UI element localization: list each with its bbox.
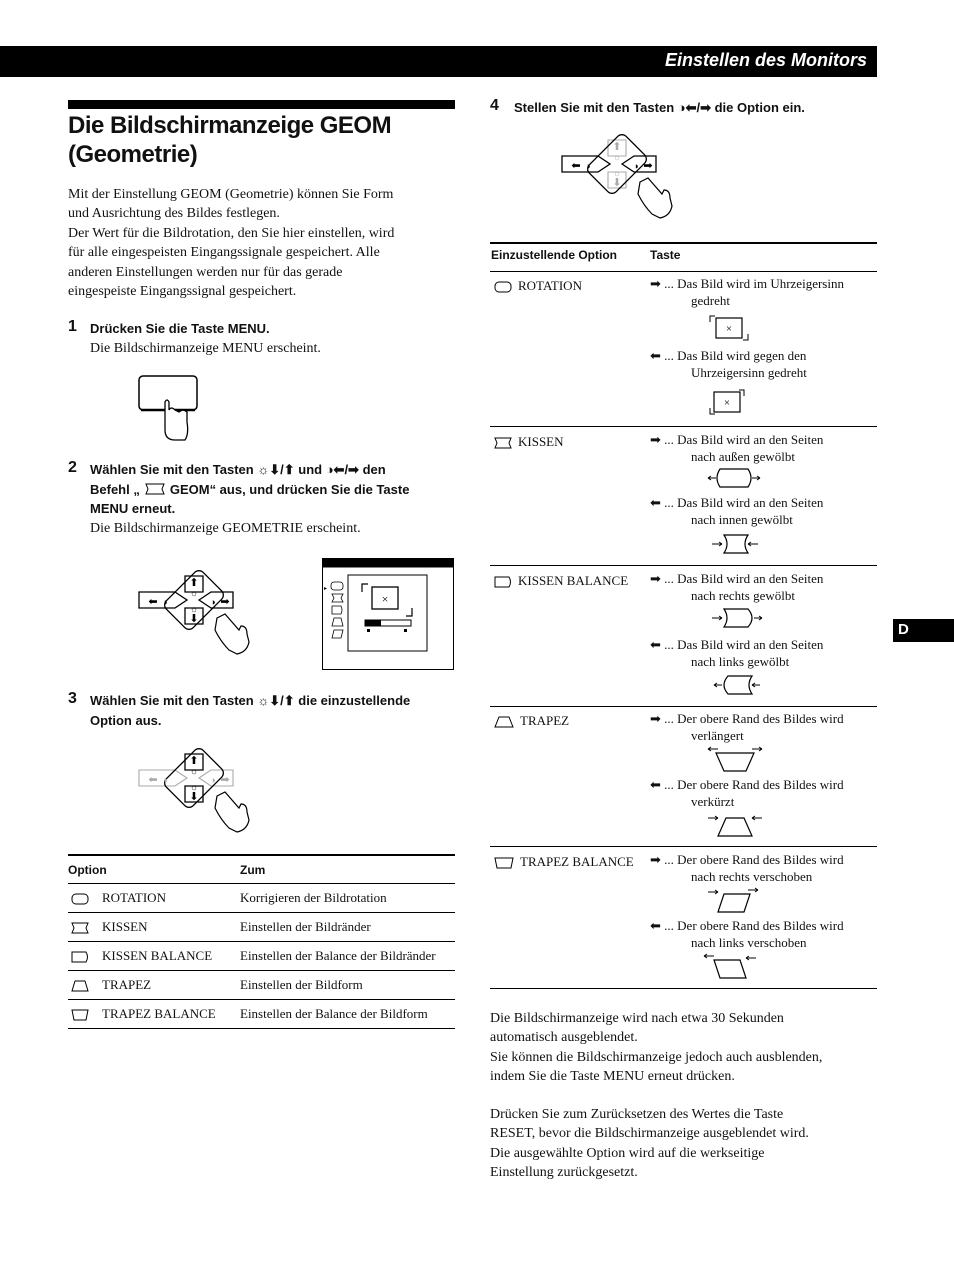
option-table [68,854,455,1029]
contrast-icon: ◑ [210,775,216,785]
adjust-desc: ⬅ ... Der obere Rand des Bildes wird verkürzt [650,777,844,809]
right-arrow-icon: ➡ [220,596,230,608]
table-row: TRAPEZ Einstellen der Bildform [68,971,455,1000]
pincushion-icon [494,437,512,449]
adjust-desc: ➡ ... Der obere Rand des Bildes wird verlängert [650,711,844,743]
trapezoid-icon [494,716,514,728]
closing-paragraph-1: Die Bildschirmanzeige wird nach etwa 30 Sekunden automatisch ausgeblendet. Sie können die Bildschirmanzeige jedoch auch ausblenden, indem Sie die Taste MENU erneut drücken. [490,1011,823,1085]
row-divider [490,988,877,989]
left-arrow-icon: ⬅ [148,596,158,608]
down-arrow-icon: ⬇ [612,177,622,189]
pin-balance-right-diagram [710,606,766,630]
step-1 [90,319,460,358]
column-header: Option [68,855,240,884]
adjust-row-trapez-balance: TRAPEZ BALANCE [494,854,634,871]
step-number: 1 [68,318,77,335]
pincushion-icon [70,921,90,935]
step-2: Wählen Sie mit den Tasten ☼⬇/⬆ und ◑⬅/➡ den Befehl „ GEOM“ aus, und drücken Sie die Taste MENU erneut. Die Bildschirmanzeige GEOMETRIE erscheint. [90,460,460,538]
selection-cursor: ▸ [324,586,328,592]
intro-line: anderen Einstellungen werden nur für das gerade [68,264,343,280]
svg-text:×: × [725,323,733,335]
up-arrow-icon: ⬆ [612,141,622,153]
left-arrow-icon: ⬅ [650,777,661,792]
header-bar [0,46,877,77]
intro-text [68,185,458,301]
closing-paragraph-2: Drücken Sie zum Zurücksetzen des Wertes die Taste RESET, bevor die Bildschirmanzeige ausgeblendet wird. Die ausgewählte Option wird auf die werkseitige Einstellung zurückgesetzt. [490,1107,809,1181]
adjust-row-kissen-balance: KISSEN BALANCE [494,573,628,590]
brightness-icon: ☼ [612,152,622,162]
contrast-icon: ◑ [210,597,216,607]
brightness-icon: ☼ [189,782,199,792]
left-arrow-icon: ⬅ [650,348,661,363]
rotation-icon [494,281,512,293]
adjust-desc: ⬅ ... Das Bild wird gegen den Uhrzeigersinn gedreht [650,348,807,380]
trapezoid-icon [70,979,90,993]
row-divider [490,426,877,427]
geometry-menu-screen [322,558,454,670]
step-number: 2 [68,459,77,476]
intro-line: Mit der Einstellung GEOM (Geometrie) können Sie Form [68,187,394,202]
pincushion-out-diagram [706,466,766,490]
menu-button-illustration [135,372,205,444]
trapezoid-balance-icon [70,1008,90,1022]
trapezoid-balance-right-diagram [706,886,766,914]
down-arrow-icon: ⬇ [189,613,199,625]
rotation-icon [70,892,90,906]
brightness-icon: ☼ [612,168,622,178]
rotate-counterclockwise-diagram [704,388,752,418]
intro-line: und Ausrichtung des Bildes festlegen. [68,206,280,222]
right-arrow-icon: ➡ [650,571,661,586]
column-header: Taste [650,248,681,262]
step-subtext: Die Bildschirmanzeige MENU erscheint. [90,340,321,356]
right-arrow-icon: ➡ [650,852,661,867]
up-arrow-icon: ⬆ [189,577,199,589]
contrast-icon: ◑ [162,775,168,785]
right-arrow-icon: ➡ [650,711,661,726]
column-header: Einzustellende Option [491,248,618,262]
control-pad-illustration [135,570,255,655]
step-subtext: Die Bildschirmanzeige GEOMETRIE erscheint. [90,520,361,536]
step-heading: Drücken Sie die Taste MENU. [90,321,270,336]
brightness-icon: ☼ [189,588,199,598]
table-row: ROTATION Korrigieren der Bildrotation [68,884,455,913]
trapezoid-narrow-diagram [706,812,766,840]
adjust-row-trapez: TRAPEZ [494,713,569,730]
page-title: Die Bildschirmanzeige GEOM (Geometrie) [68,112,392,168]
right-arrow-icon: ➡ [220,774,230,786]
adjust-table-header [490,242,877,272]
left-arrow-icon: ⬅ [148,774,158,786]
left-arrow-icon: ⬅ [571,160,581,172]
geom-icon [144,482,166,496]
adjust-desc: ➡ ... Das Bild wird an den Seiten nach rechts gewölbt [650,571,824,603]
pointing-hand-icon [215,614,249,654]
adjust-desc: ⬅ ... Der obere Rand des Bildes wird nach links verschoben [650,918,844,950]
row-divider [490,706,877,707]
contrast-keys-glyph: ◑⬅/➡ [325,462,359,477]
intro-line: für alle eingespeisten Eingangssignale gespeichert. Alle [68,245,380,261]
language-tab-label: D [898,621,909,638]
adjust-desc: ⬅ ... Das Bild wird an den Seiten nach links gewölbt [650,637,824,669]
pin-balance-left-diagram [710,673,766,697]
adjust-row-rotation: ROTATION [494,278,582,295]
svg-text:×: × [723,397,731,409]
control-pad-illustration [135,748,255,833]
pointing-hand-icon [638,178,672,218]
rotate-clockwise-diagram [706,314,754,344]
step-3: Wählen Sie mit den Tasten ☼⬇/⬆ die einzustellende Option aus. [90,693,411,728]
adjust-desc: ➡ ... Das Bild wird an den Seiten nach außen gewölbt [650,432,824,464]
step-4: Stellen Sie mit den Tasten ◑⬅/➡ die Option ein. [514,100,805,115]
center-mark: × [381,592,389,606]
trapezoid-balance-icon [494,857,514,869]
adjust-desc: ➡ ... Das Bild wird im Uhrzeigersinn gedreht [650,276,844,308]
contrast-icon: ◑ [585,161,591,171]
trapezoid-balance-left-diagram [700,952,760,980]
step-number: 4 [490,97,499,114]
right-arrow-icon: ➡ [643,160,653,172]
adjust-desc: ⬅ ... Das Bild wird an den Seiten nach innen gewölbt [650,495,824,527]
intro-line: Der Wert für die Bildrotation, den Sie hier einstellen, wird [68,225,395,241]
left-arrow-icon: ⬅ [650,495,661,510]
contrast-keys-glyph: ◑⬅/➡ [677,100,711,115]
step-number: 3 [68,690,77,707]
brightness-icon: ☼ [189,604,199,614]
right-arrow-icon: ➡ [650,432,661,447]
row-divider [490,565,877,566]
row-divider [490,846,877,847]
adjust-row-kissen: KISSEN [494,434,564,451]
pin-balance-icon [70,950,90,964]
contrast-icon: ◑ [162,597,168,607]
pointing-hand-icon [215,792,249,832]
section-title: Einstellen des Monitors [664,50,867,70]
adjust-desc: ➡ ... Der obere Rand des Bildes wird nach rechts verschoben [650,852,844,884]
pincushion-in-diagram [710,532,766,556]
down-arrow-icon: ⬇ [189,791,199,803]
left-arrow-icon: ⬅ [650,637,661,652]
contrast-icon: ◑ [633,161,639,171]
brightness-keys-glyph: ☼⬇/⬆ [257,462,295,477]
trapezoid-widen-diagram [706,745,766,773]
language-tab [893,619,954,642]
left-arrow-icon: ⬅ [650,918,661,933]
table-row: KISSEN BALANCE Einstellen der Balance der Bildränder [68,942,455,971]
brightness-keys-glyph: ☼⬇/⬆ [257,693,295,708]
intro-line: eingespeiste Eingangssignal gespeichert. [68,284,297,300]
up-arrow-icon: ⬆ [189,755,199,767]
pin-balance-icon [494,576,512,588]
control-pad-illustration [558,134,678,219]
right-arrow-icon: ➡ [650,276,661,291]
table-row: KISSEN Einstellen der Bildränder [68,913,455,942]
brightness-icon: ☼ [189,766,199,776]
table-row: TRAPEZ BALANCE Einstellen der Balance der Bildform [68,1000,455,1029]
title-rule [68,100,455,109]
column-header: Zum [240,855,455,884]
